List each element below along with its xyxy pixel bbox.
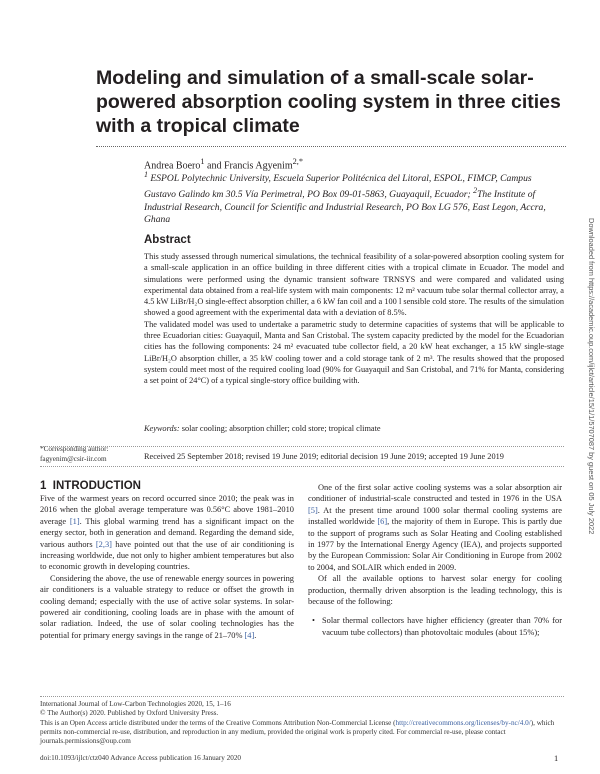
corresponding-label: *Corresponding author: xyxy=(40,445,109,453)
text-run: Considering the above, the use of renewable energy sources in powering air conditioners is a valuable strategy to reduce or offset the growth in cooling demand; especially with the use of active solar systems. In solar-powered air conditioning, cooling loads are in phase with the amount of solar radiation. Indeed, the use of solar cooling technologies has the potential for primary energy savings in the range of 21–70% xyxy=(40,573,294,640)
journal-citation: International Journal of Low-Carbon Technologies 2020, 15, 1–16 xyxy=(40,700,231,708)
corresponding-author xyxy=(40,445,140,464)
license-link[interactable]: http://creativecommons.org/licenses/by-nc/4.0/ xyxy=(395,718,531,727)
author-conjunction: and xyxy=(204,160,224,172)
affiliation-2: The Institute of Industrial Research, Council for Scientific and Industrial Research, PO Box LG 576, East Legon, Accra, Ghana xyxy=(144,189,546,226)
text-run: One of the first solar active cooling systems was a solar absorption air conditioner of industrial-scale constructed and tested in 1976 in the USA xyxy=(308,483,562,504)
citation-link[interactable]: [2,3] xyxy=(95,539,112,549)
author-name: Andrea Boero xyxy=(144,160,201,172)
text-run: have pointed out that the use of air conditioning is increasing worldwide, due not only to higher ambient temperatures but also to economic growth in developing countries. xyxy=(40,539,295,572)
intro-column-right xyxy=(308,482,562,638)
received-divider-top xyxy=(40,446,564,447)
received-dates: Received 25 September 2018; revised 19 June 2019; editorial decision 19 June 2019; accepted 19 June 2019 xyxy=(144,452,504,461)
section-number: 1 xyxy=(40,480,47,492)
received-divider-bottom xyxy=(40,466,564,467)
abstract-heading: Abstract xyxy=(144,234,191,246)
intro-paragraph xyxy=(40,573,294,641)
intro-paragraph xyxy=(308,482,562,573)
text-run: . This global warming trend has a significant impact on the energy sector, both in generation and demand. Regarding the demand side, various authors xyxy=(40,516,294,549)
intro-paragraph: Of all the available options to harvest solar energy for cooling production, thermally driven absorption is the leading technology, this is because of the following: xyxy=(308,574,562,607)
text-run: Five of the warmest years on record occurred since 2010; the peak was in 2016 when the global average temperature was 0.56°C above 1981–2010 average xyxy=(40,494,294,526)
affiliation-1: ESPOL Polytechnic University, Escuela Superior Politécnica del Litoral, ESPOL, FIMCP, Campus Gustavo Galindo km 30.5 Vía Perimetral, PO Box 09-01-5863, Guayaquil, Ecuador; xyxy=(144,173,532,201)
text-run: ), which permits non-commercial re-use, distribution, and reproduction in any medium, provided the original work is properly cited. For commercial re-use, please contact journals.permissions@oup.com xyxy=(40,718,555,746)
text-run: This is an Open Access article distributed under the terms of the Creative Commons Attribution Non-Commercial License ( xyxy=(40,718,396,727)
footer-divider xyxy=(40,696,564,697)
download-note: Downloaded from https://academic.oup.com/ijlct/article/15/1/1/5707087 by guest on 05 July 2022 xyxy=(587,218,596,535)
section-heading xyxy=(40,480,141,492)
text-run: . xyxy=(254,630,257,640)
footer xyxy=(40,700,564,746)
affil-sup: 2 xyxy=(473,186,478,196)
title-divider xyxy=(96,146,566,147)
abstract-paragraph: This study assessed through numerical simulations, the technical feasibility of a solar-powered absorption cooling system for a small-scale application in an office building in three different cities with a tropical climate in Ecuador. The model and simulations were performed using the dynamic transient software TRNSYS and were compared and validated using experimental data obtained from a real-life system with main components: 12 m² vacuum tube solar thermal collector array, a 4.5 kW LiBr/H₂O single-effect absorption chiller, a 6 kW fan coil and a 100 l sensible cold store. The results of the simulation showed a good agreement with the experimental data with a deviation of 8.5%. xyxy=(144,252,564,318)
abstract-body xyxy=(144,251,564,387)
keywords-label: Keywords: xyxy=(144,424,180,433)
intro-paragraph xyxy=(40,493,294,573)
author-affil-sup: 1 xyxy=(200,157,205,166)
keywords xyxy=(144,424,564,433)
author-name: Francis Agyenim xyxy=(224,160,293,172)
text-run: . At the present time around 1000 solar thermal cooling systems are installed worldwide xyxy=(308,505,562,527)
copyright: © The Author(s) 2020. Published by Oxford University Press. xyxy=(40,709,219,718)
citation-link[interactable]: [4] xyxy=(244,630,255,640)
author-affil-sup: 2,* xyxy=(292,157,304,166)
affil-sup: 1 xyxy=(144,170,148,179)
page-number: 1 xyxy=(554,754,559,763)
abstract-paragraph: The validated model was used to undertake a parametric study to determine capacities of systems that will be applicable to three Ecuadorian cities: Guayaquil, Manta and San Cristobal. The system capacity predicted by the model for the Ecuadorian cities has the following components: 24 m² evacuated tube collector field, a 20 kW heat exchanger, a 15 kW single-stage LiBr/H₂O absorption chiller, a 35 kW cooling tower and a cold storage tank of 2 m³. The results showed that the proposed system could meet most of the required cooling load (90% for Guayaquil and San Cristobal, and 71% for Manta, considering a set point of 24°C) of a typical single-story office building with. xyxy=(144,319,564,386)
citation-link[interactable]: [6] xyxy=(377,517,388,527)
bullet-item: • Solar thermal collectors have higher efficiency (greater than 70% for vacuum tube collectors) than photovoltaic modules (about 15%); xyxy=(308,615,562,638)
article-title: Modeling and simulation of a small-scale solar-powered absorption cooling system in three cities with a tropical climate xyxy=(96,67,561,137)
text-run: , the majority of them in Europe. This is partly due to the support of programs such as Solar Heating and Cooling established in 1977 by the International Energy Agency (IEA), and projects supported by the European Commission: Solar Air Conditioning in Europe from 2002 to 2004, and SOLAIR which ended in 2009. xyxy=(308,517,562,572)
section-title: INTRODUCTION xyxy=(52,480,141,492)
citation-link[interactable]: [1] xyxy=(69,516,80,526)
citation-link[interactable]: [5] xyxy=(308,505,318,515)
keywords-text: solar cooling; absorption chiller; cold store; tropical climate xyxy=(179,424,381,433)
download-sidebar xyxy=(586,218,596,658)
intro-column-left xyxy=(40,493,294,641)
license xyxy=(40,719,564,747)
corresponding-email[interactable]: fagyenim@csir-iir.com xyxy=(40,454,107,463)
affiliations xyxy=(144,169,564,227)
doi: doi:10.1093/ijlct/ctz040 Advance Access publication 16 January 2020 xyxy=(40,754,242,762)
